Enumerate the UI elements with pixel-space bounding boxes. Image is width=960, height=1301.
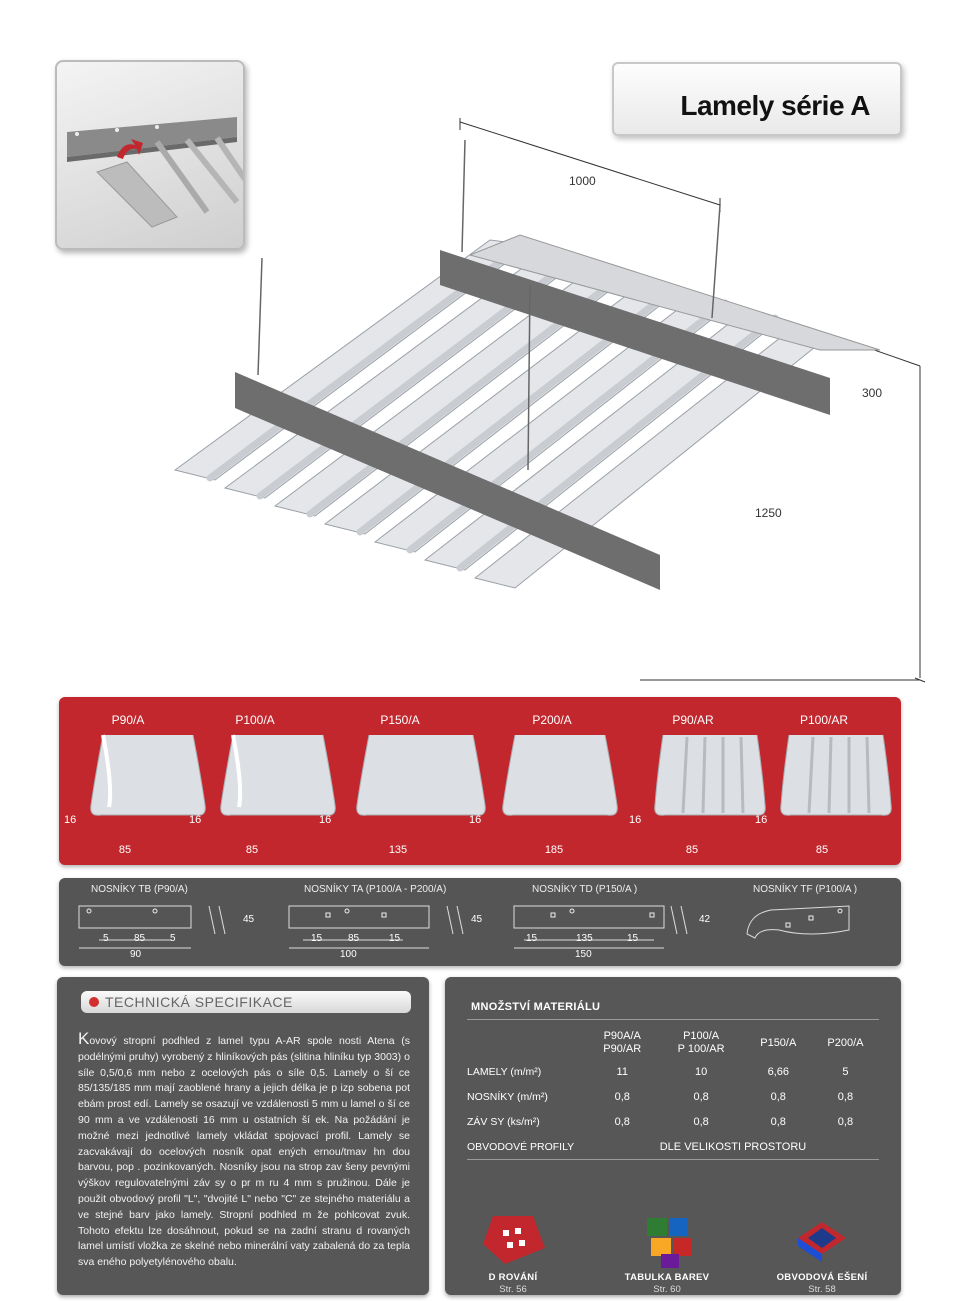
carrier-title-tf: NOSNÍKY TF (P100/A ) — [753, 884, 858, 895]
perimeter-profile-icon — [762, 1208, 882, 1272]
carrier-height-td: 42 — [699, 914, 711, 925]
profile-edge: 16 — [64, 814, 77, 826]
carrier-height-ta: 45 — [471, 914, 483, 925]
materials-heading: MNOŽSTVÍ MATERIÁLU — [471, 1001, 601, 1013]
profile-shape-p90ar — [649, 727, 779, 822]
profile-label: P100/AR — [799, 713, 849, 727]
dim-length: 1250 — [755, 506, 782, 520]
color-swatches-icon — [607, 1208, 727, 1272]
technical-spec-panel — [57, 977, 429, 1295]
profile-width: 185 — [544, 844, 564, 856]
table-row: NOSNÍKY (m/m²) 0,8 0,8 0,8 0,8 — [467, 1090, 854, 1103]
carrier-height-tb: 45 — [243, 914, 255, 925]
profile-width: 135 — [388, 844, 408, 856]
spec-initial: K — [78, 1029, 90, 1048]
profile-width: 85 — [245, 844, 259, 856]
ceiling-system-illustration — [0, 110, 960, 700]
profile-label: P90/A — [111, 713, 145, 727]
carrier-title-tb: NOSNÍKY TB (P90/A) — [91, 884, 188, 895]
carrier-side-tb: 5 — [170, 933, 176, 944]
profile-edge: 16 — [755, 814, 768, 826]
table-header-row — [467, 1027, 879, 1059]
profile-shape-p150a — [351, 727, 491, 822]
profile-edge: 16 — [319, 814, 332, 826]
dim-spacing: 300 — [862, 386, 883, 400]
ref-color-table[interactable]: TABULKA BAREV Str. 60 — [607, 1208, 727, 1277]
carrier-side-ta: 15 — [389, 933, 401, 944]
profile-edge: 16 — [629, 814, 642, 826]
carrier-total-tb: 90 — [130, 949, 142, 960]
spec-heading-box — [81, 991, 411, 1013]
carrier-total-ta: 100 — [340, 949, 357, 960]
profile-label: P90/AR — [672, 713, 714, 727]
carrier-title-ta: NOSNÍKY TA (P100/A - P200/A) — [304, 884, 447, 895]
table-row: ZÁV SY (ks/m²) 0,8 0,8 0,8 0,8 — [467, 1115, 854, 1128]
perforation-icon — [453, 1208, 573, 1272]
divider — [467, 1019, 879, 1020]
profile-width: 85 — [118, 844, 132, 856]
carrier-title-td: NOSNÍKY TD (P150/A ) — [532, 884, 638, 895]
carrier-side-td: 15 — [627, 933, 639, 944]
carrier-middle-td: 135 — [576, 933, 593, 944]
profile-label: P200/A — [532, 713, 572, 727]
bullet-icon — [89, 997, 99, 1007]
spec-text: ovový stropní podhled z lamel typu A-AR spole nosti Atena (s podélnými pruhy) vyrobený z hliníkových pás (slitina hliníku typ 3003) o síle 0,5/0,6 mm nebo z ocelových pás o síle 0,5. Lamely o ší ce 85/135/185 mm mají zaoblené hrany a jejich délka je p izp sobena pot ebám prost edí. Lamely se osazují ve vzdálenosti 5 mm u lamel o ší ce 90 mm a ve vzdálenosti 16 mm u ostatních ší ek. Na požádání je možné mezi jednotlivé lamely vkládat spojovací profil. Lamely se zacvakávají do ocelových nosník opat ených ernou/tmav hn dou barvou, pop . pozinkovaných. Nosníky jsou na strop zav šeny pevnými výškov regulovatelnými záv sy o pr m ru 4 mm s pružinou. Dále je použit obvodový profil "L", "dvojité L" nebo "C" ze stejného materiálu a ve stejné barv jako lamely. Stropní podhled m že pohlcovat zvuk. Tohoto efektu lze dosáhnout, pokud se na zadní stranu d rovaných lamel umístí vložka ze skelné nebo minerální vaty zabalená do za tepla sva eného polyetylénového obalu. — [78, 1035, 410, 1269]
carrier-middle-tb: 85 — [134, 933, 146, 944]
profile-edge: 16 — [189, 814, 202, 826]
carrier-side-ta: 15 — [311, 933, 323, 944]
ref-perforation[interactable]: D ROVÁNÍ Str. 56 — [453, 1208, 573, 1277]
carrier-side-tb: 5 — [103, 933, 109, 944]
profile-shape-p100ar — [775, 727, 905, 822]
carrier-total-td: 150 — [575, 949, 592, 960]
carrier-side-td: 15 — [526, 933, 538, 944]
profile-width: 85 — [815, 844, 829, 856]
spec-body — [78, 1031, 410, 1271]
profile-panel — [59, 697, 901, 865]
profile-shape-p200a — [495, 727, 625, 822]
column-header: P150/A — [760, 1036, 797, 1049]
page-title: Lamely série A — [680, 90, 870, 121]
column-header: P100/A P 100/AR — [677, 1030, 725, 1055]
profile-shape-p100a — [213, 727, 343, 822]
profile-label: P100/A — [235, 713, 275, 727]
profile-edge: 16 — [469, 814, 482, 826]
profile-shape-p90a — [83, 727, 213, 822]
materials-table — [467, 1027, 879, 1159]
divider — [467, 1159, 879, 1160]
carrier-middle-ta: 85 — [348, 933, 360, 944]
profile-label: P150/A — [380, 713, 420, 727]
dim-width: 1000 — [569, 174, 596, 188]
table-row: LAMELY (m/m²) 11 10 6,66 5 — [467, 1065, 849, 1078]
profile-width: 85 — [685, 844, 699, 856]
table-row: OBVODOVÉ PROFILY DLE VELIKOSTI PROSTORU — [467, 1140, 807, 1153]
ref-perimeter[interactable]: OBVODOVÁ EŠENÍ Str. 58 — [762, 1208, 882, 1277]
spec-heading: TECHNICKÁ SPECIFIKACE — [105, 994, 293, 1010]
column-header: P90A/A P90/AR — [603, 1030, 642, 1055]
column-header: P200/A — [827, 1036, 864, 1049]
carriers-panel — [59, 878, 901, 966]
